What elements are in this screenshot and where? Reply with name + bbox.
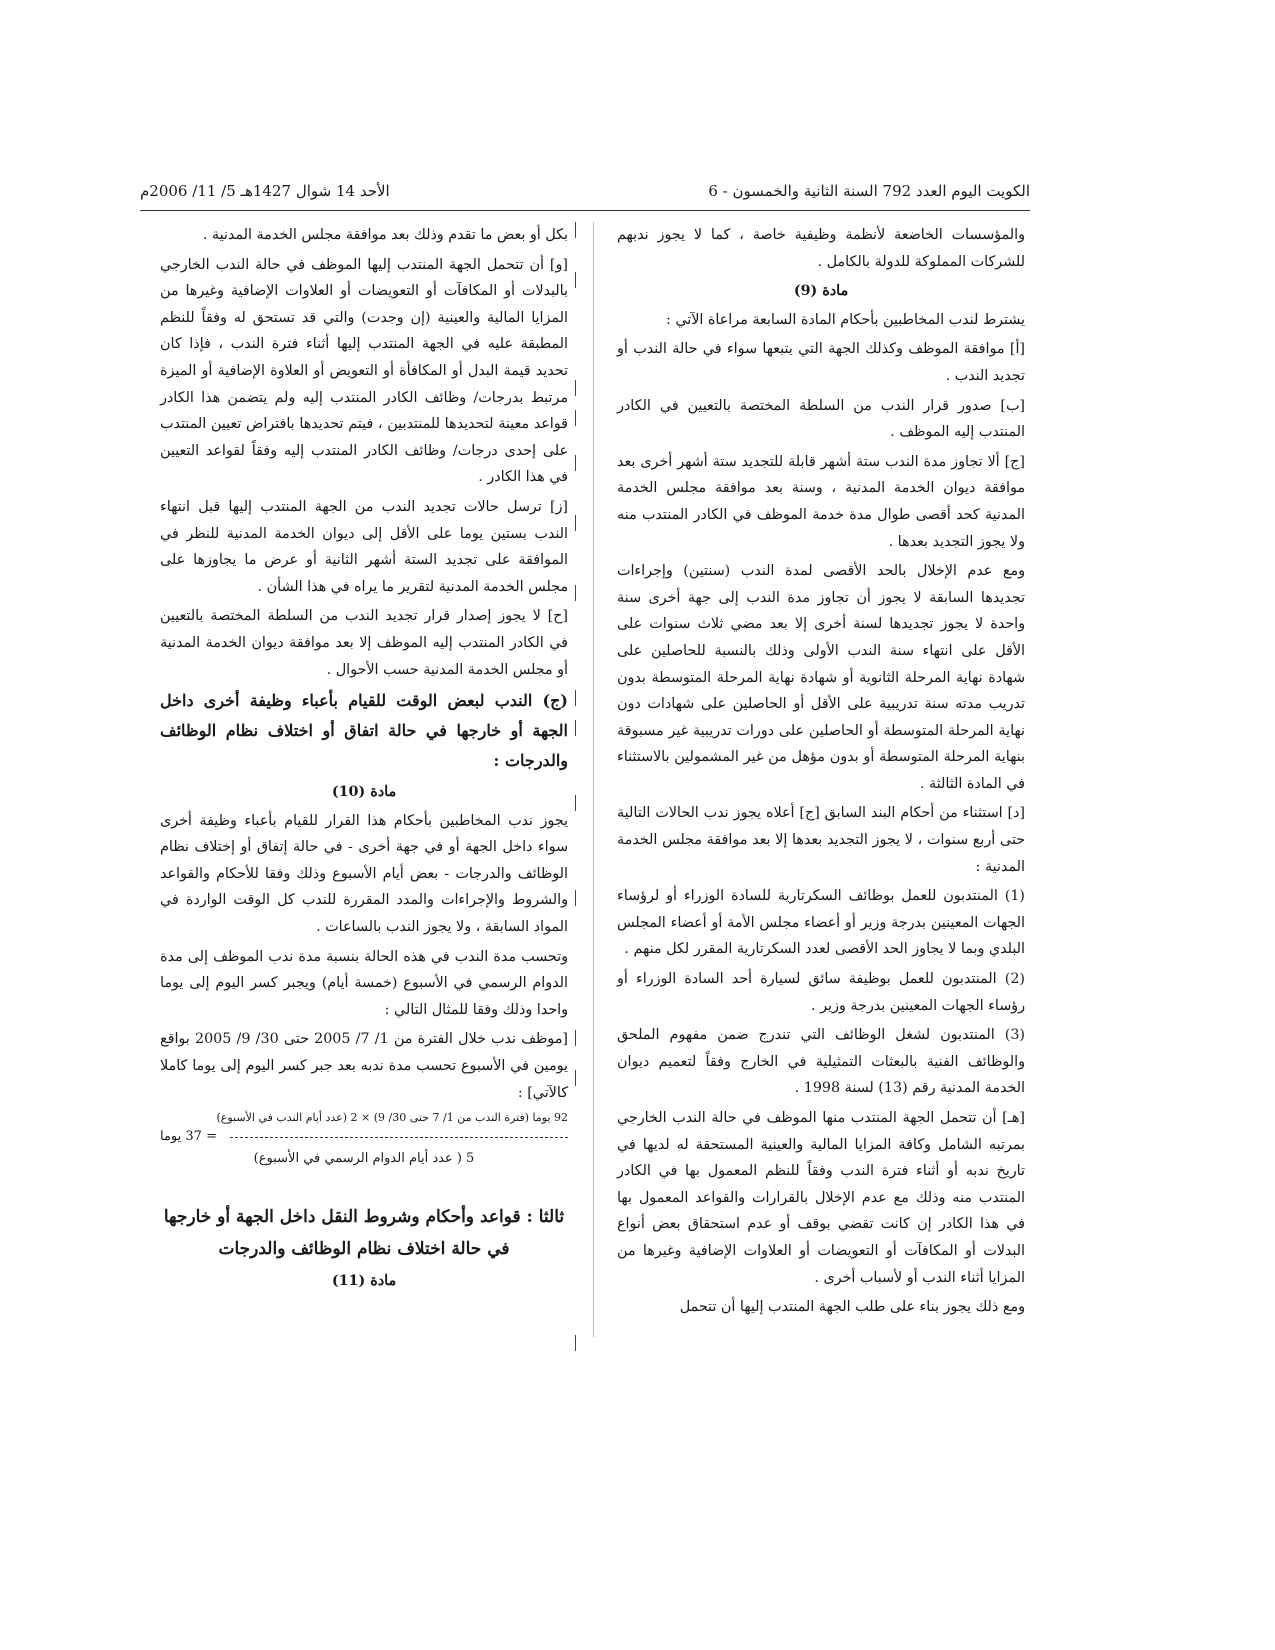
margin-mark <box>575 890 576 906</box>
paragraph: يشترط لندب المخاطبين بأحكام المادة السابعة مراعاة الآتي : <box>665 311 1025 328</box>
margin-mark <box>575 410 576 426</box>
column-divider <box>593 222 594 1337</box>
article-heading: مادة (9) <box>793 283 849 300</box>
article-heading: مادة (11) <box>331 1273 397 1290</box>
margin-mark <box>575 380 576 396</box>
article-heading: مادة (10) <box>331 784 397 801</box>
paragraph: ومع ذلك يجوز بناء على طلب الجهة المنتدب إليها أن تتحمل <box>679 1299 1025 1316</box>
paragraph: يجوز ندب المخاطبين بأحكام هذا القرار للقيام بأعباء وظيفة أخرى سواء داخل الجهة أو في جهة أخرى - في حالة إتفاق أو إختلاف نظام الوظائف والدرجات - بعض أيام الأسبوع وذلك وفقا للأحكام والقواعد والشروط والإجراءات والمدد المقررة للندب كل الوقت الواردة في المواد السابقة ، ولا يجوز الندب بالساعات . <box>160 812 568 936</box>
margin-mark <box>575 222 576 238</box>
formula-numerator: 92 يوما (فترة الندب من 1/ 7 حتى 30/ 9) × 2 (عدد أيام الندب في الأسبوع) <box>216 1111 568 1125</box>
paragraph: ومع عدم الإخلال بالحد الأقصى لمدة الندب (سنتين) وإجراءات تجديدها السابقة لا يجوز أن تجاوز مدة الندب إلى جهة أخرى سنة واحدة لا يجوز تجديدها لسنة أخرى إلا بعد مضي ثلاث سنوات على الأقل على انتهاء سنة الندب الأولى وذلك بالنسبة للحاصلين على شهادة نهاية المرحلة الثانوية أو شهادة نهاية المرحلة المتوسطة بدون تدريب مدته سنة تدريبية على الأقل أو الحاصلين على شهادات دون نهاية المرحلة المتوسطة أو الحاصلين على دورات تدريبية غير مسبوقة بنهاية المرحلة المتوسطة أو بدون مؤهل من غير المشمولين بالاستثناء في المادة الثالثة . <box>617 563 1025 792</box>
margin-mark <box>575 795 576 811</box>
paragraph: [أ] موافقة الموظف وكذلك الجهة التي يتبعها سواء في حالة الندب أو تجديد الندب . <box>617 341 1025 384</box>
paragraph: بكل أو بعض ما تقدم وذلك بعد موافقة مجلس الخدمة المدنية . <box>202 227 568 243</box>
paragraph: (1) المنتدبون للعمل بوظائف السكرتارية للسادة الوزراء أو لرؤساء الجهات المعينين بدرجة وزير أو أعضاء مجلس الأمة أو أعضاء المجلس البلدي وبما لا يجاوز الحد الأقصى لعدد السكرتارية المقرر لكل منهم . <box>617 888 1025 958</box>
header-publication: الكويت اليوم العدد 792 السنة الثانية والخمسون - 6 <box>708 182 1030 200</box>
paragraph: [ج] ألا تجاوز مدة الندب ستة أشهر قابلة للتجديد ستة أشهر أخرى بعد موافقة ديوان الخدمة المدنية ، وسنة بعد موافقة مجلس الخدمة المدنية كحد أقصى طوال مدة خدمة الموظف في الكادر المنتدب منه ولا يجوز التجديد بعدها . <box>617 453 1025 550</box>
margin-mark <box>575 720 576 736</box>
margin-mark <box>575 1070 576 1086</box>
paragraph: [ب] صدور قرار الندب من السلطة المختصة بالتعيين في الكادر المنتدب إليه الموظف . <box>617 397 1025 441</box>
right-column <box>617 222 1025 1324</box>
formula-result: = 37 يوما <box>160 1129 217 1145</box>
paragraph: [موظف ندب خلال الفترة من 1/ 7/ 2005 حتى 30/ 9/ 2005 بواقع يومين في الأسبوع تحسب مدة ندبه بعد جبر كسر اليوم إلى يوما كاملا كالآتي] : <box>160 1031 568 1101</box>
margin-mark <box>575 585 576 601</box>
paragraph: وتحسب مدة الندب في هذه الحالة بنسبة مدة ندب الموظف إلى مدة الدوام الرسمي في الأسبوع (خمسة أيام) ويجبر كسر اليوم إلى يوما واحدا وذلك وفقا للمثال التالي : <box>160 948 568 1018</box>
formula-line <box>160 1127 568 1147</box>
paragraph: [ح] لا يجوز إصدار قرار تجديد الندب من السلطة المختصة بالتعيين في الكادر المنتدب إليه الموظف إلا بعد موافقة ديوان الخدمة المدنية أو مجلس الخدمة المدنية حسب الأحوال . <box>160 608 568 678</box>
paragraph: والمؤسسات الخاضعة لأنظمة وظيفية خاصة ، كما لا يجوز ندبهم للشركات المملوكة للدولة بالكامل . <box>617 227 1025 270</box>
margin-mark <box>575 1030 576 1046</box>
paragraph: (2) المنتدبون للعمل بوظيفة سائق لسيارة أحد السادة الوزراء أو رؤساء الجهات المعينين بدرجة وزير . <box>617 971 1025 1014</box>
margin-mark <box>575 272 576 288</box>
formula-denominator: 5 ( عدد أيام الدوام الرسمي في الأسبوع) <box>253 1151 475 1167</box>
margin-mark <box>575 1335 576 1351</box>
page-header <box>140 182 1030 206</box>
paragraph: [ز] ترسل حالات تجديد الندب من الجهة المنتدب إليها قبل انتهاء الندب بستين يوما على الأقل إلى ديوان الخدمة المدنية للنظر في الموافقة على تجديد الستة أشهر الثانية أو عرض ما يجاوزها على مجلس الخدمة المدنية لتقرير ما يراه في هذا الشأن . <box>160 498 568 595</box>
header-date: الأحد 14 شوال 1427هـ 5/ 11/ 2006م <box>140 182 390 200</box>
header-rule <box>140 210 1030 211</box>
paragraph: [و] أن تتحمل الجهة المنتدب إليها الموظف في حالة الندب الخارجي بالبدلات أو المكافآت أو التعويضات أو العلاوات الإضافية وغيرها من المزايا المالية والعينية (إن وجدت) والتي قد تستحق له وفقاً للنظم المطبقة عليه في الجهة المنتدب إليها أثناء فترة الندب ، فإذا كان تحديد قيمة البدل أو المكافأة أو التعويض أو العلاوة الإضافية أو الميزة مرتبط بدرجات/ وظائف الكادر المنتدب إليه ولم يتضمن هذا الكادر قواعد معينة لتحديدها للمنتدبين ، فيتم تحديدها بافتراض تعيين المنتدب على إحدى درجات/ وظائف الكادر المنتدب إليه وفقاً لقواعد التعيين في هذا الكادر . <box>160 256 568 486</box>
paragraph: (3) المنتدبون لشغل الوظائف التي تندرج ضمن مفهوم الملحق والوظائف الفنية بالبعثات التمثيلية في الخارج وفقاً لتعميم ديوان الخدمة المدنية رقم (13) لسنة 1998 . <box>617 1027 1025 1097</box>
section-heading: ثالثا : قواعد وأحكام وشروط النقل داخل الجهة أو خارجها في حالة اختلاف نظام الوظائف والدرجات <box>163 1207 565 1260</box>
margin-mark <box>575 515 576 531</box>
margin-mark <box>575 455 576 471</box>
section-subheading: (ج) الندب لبعض الوقت للقيام بأعباء وظيفة أخرى داخل الجهة أو خارجها في حالة اتفاق أو اختلاف نظام الوظائف والدرجات : <box>160 691 568 771</box>
paragraph: [د] استثناء من أحكام البند السابق [ج] أعلاه يجوز ندب الحالات التالية حتى أربع سنوات ، لا يجوز التجديد بعدها إلا بعد موافقة مجلس الخدمة المدنية : <box>617 805 1025 875</box>
left-column <box>160 222 568 1297</box>
margin-mark <box>575 690 576 706</box>
formula-fraction-rule <box>230 1137 568 1138</box>
paragraph: [هـ] أن تتحمل الجهة المنتدب منها الموظف في حالة الندب الخارجي بمرتبه الشامل وكافة المزايا المالية والعينية المستحقة له لديها في تاريخ ندبه أو أثناء فترة الندب وفقاً للنظم المعمول بها في الكادر المنتدب منه وذلك مع عدم الإخلال بالقرارات والقواعد المعمول بها في هذا الكادر إن كانت تقضي بوقف أو عدم استحقاق بعض أنواع البدلات أو المكافآت أو التعويضات أو العلاوات الإضافية وغيرها من المزايا أثناء الندب أو لأسباب أخرى . <box>617 1110 1025 1286</box>
